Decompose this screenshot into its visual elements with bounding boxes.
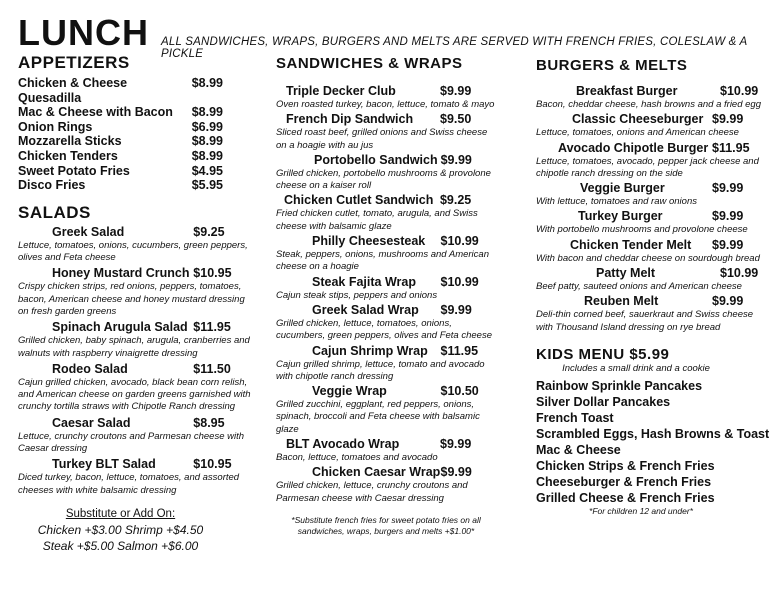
item-price: $9.99 bbox=[440, 152, 472, 167]
kids-age-note: *For children 12 and under* bbox=[589, 505, 693, 516]
item-description: Fried chicken cutlet, tomato, arugula, and Swiss cheese with balsamic glaze bbox=[276, 208, 478, 232]
appetizer-item bbox=[18, 178, 223, 193]
item-description: Cajun grilled chicken, avocado, black bean corn relish, and American cheese on garden greens garnished with crunchy tortilla straws with Chipotle Ranch dressing bbox=[18, 376, 251, 413]
salad-item bbox=[18, 457, 253, 497]
item-name: Spinach Arugula Salad bbox=[52, 320, 188, 335]
item-name: Patty Melt bbox=[596, 266, 656, 281]
item-description: Sliced roast beef, grilled onions and Swiss cheese on a hoagie with au jus bbox=[276, 127, 488, 151]
item-price: $4.95 bbox=[191, 163, 223, 178]
item-name: Portobello Sandwich bbox=[314, 152, 438, 167]
item-price: $11.95 bbox=[712, 140, 750, 155]
kids-item: Silver Dollar Pancakes bbox=[536, 394, 671, 409]
burger-item bbox=[536, 84, 772, 111]
item-price: $9.99 bbox=[440, 437, 472, 452]
substitute-box bbox=[18, 507, 223, 554]
fries-substitute-note: *Substitute french fries for sweet potato fries on all sandwiches, wraps, burgers and melts +$1.00* bbox=[291, 514, 481, 537]
item-price: $10.95 bbox=[193, 457, 232, 472]
item-description: Bacon, lettuce, tomatoes and avocado bbox=[276, 452, 438, 464]
item-price: $9.25 bbox=[439, 193, 472, 208]
item-name: Steak Fajita Wrap bbox=[312, 274, 416, 289]
item-name: Chicken & Cheese Quesadilla bbox=[18, 76, 128, 105]
item-name: Philly Cheesesteak bbox=[312, 234, 426, 249]
item-name: Avocado Chipotle Burger bbox=[558, 140, 709, 155]
item-name: Triple Decker Club bbox=[286, 84, 396, 98]
column-sandwiches bbox=[276, 55, 496, 538]
kids-item: French Toast bbox=[536, 410, 614, 425]
item-description: Lettuce, tomatoes, onions, cucumbers, green peppers, olives and Feta cheese bbox=[18, 239, 248, 264]
item-name: Reuben Melt bbox=[584, 294, 659, 309]
item-price: $8.95 bbox=[193, 415, 225, 430]
item-name: Mozzarella Sticks bbox=[18, 134, 122, 149]
item-price: $8.99 bbox=[191, 134, 223, 149]
section-title-kids: KIDS MENU $5.99 bbox=[536, 345, 670, 363]
burger-item bbox=[536, 294, 772, 334]
item-description: With portobello mushrooms and provolone cheese bbox=[536, 224, 748, 236]
item-name: Greek Salad bbox=[52, 224, 125, 239]
item-name: Onion Rings bbox=[18, 119, 93, 134]
kids-item: Cheeseburger & French Fries bbox=[536, 474, 712, 489]
appetizer-list bbox=[18, 76, 253, 193]
item-name: Disco Fries bbox=[18, 178, 86, 193]
sandwich-item bbox=[276, 193, 496, 233]
column-appetizers-salads bbox=[18, 53, 253, 554]
item-description: Lettuce, tomatoes, avocado, pepper jack cheese and chipotle ranch dressing on the side bbox=[536, 155, 759, 179]
item-description: Grilled chicken, portobello mushrooms & provolone cheese on a kaiser roll bbox=[276, 167, 491, 192]
item-price: $8.99 bbox=[191, 105, 223, 120]
item-name: Breakfast Burger bbox=[576, 84, 678, 98]
sandwich-item bbox=[276, 344, 496, 384]
item-price: $9.99 bbox=[440, 302, 472, 317]
item-price: $10.99 bbox=[720, 266, 759, 281]
appetizer-item bbox=[18, 164, 223, 179]
item-description: Deli-thin corned beef, sauerkraut and Swiss cheese with Thousand Island dressing on rye bread bbox=[536, 309, 754, 333]
kids-item: Scrambled Eggs, Hash Browns & Toast bbox=[536, 426, 770, 441]
item-price: $9.99 bbox=[712, 237, 744, 252]
item-name: Turkey BLT Salad bbox=[52, 457, 156, 472]
section-title-sandwiches: SANDWICHES & WRAPS bbox=[276, 55, 463, 72]
item-description: Cajun steak stips, peppers and onions bbox=[276, 289, 438, 301]
item-price: $10.50 bbox=[440, 384, 479, 399]
item-price: $9.99 bbox=[712, 112, 744, 127]
item-price: $6.99 bbox=[191, 119, 223, 134]
column-burgers-kids bbox=[536, 57, 772, 517]
item-name: Caesar Salad bbox=[52, 415, 131, 430]
burger-item bbox=[536, 112, 772, 139]
item-name: Rodeo Salad bbox=[52, 361, 128, 376]
item-price: $9.99 bbox=[712, 181, 744, 196]
item-price: $11.95 bbox=[440, 343, 479, 358]
item-price: $9.99 bbox=[440, 84, 472, 98]
item-price: $8.99 bbox=[191, 76, 223, 90]
kids-item: Chicken Strips & French Fries bbox=[536, 458, 715, 473]
burger-item bbox=[536, 181, 772, 208]
item-description: Grilled chicken, lettuce, tomatoes, onions, cucumbers, green peppers, olives and Feta cheese bbox=[276, 317, 492, 342]
item-name: Veggie Burger bbox=[580, 181, 665, 196]
section-title-appetizers: APPETIZERS bbox=[18, 53, 130, 72]
sandwich-item bbox=[276, 437, 496, 464]
item-name: French Dip Sandwich bbox=[286, 112, 414, 127]
kids-list bbox=[536, 378, 772, 506]
item-name: Cajun Shrimp Wrap bbox=[312, 343, 428, 358]
item-description: Oven roasted turkey, bacon, lettuce, tomato & mayo bbox=[276, 99, 495, 110]
kids-item: Rainbow Sprinkle Pancakes bbox=[536, 378, 703, 393]
item-price: $9.99 bbox=[712, 294, 744, 309]
substitute-title: Substitute or Add On: bbox=[65, 507, 176, 520]
appetizer-item bbox=[18, 120, 223, 135]
item-name: Mac & Cheese with Bacon bbox=[18, 105, 173, 120]
kids-item: Mac & Cheese bbox=[536, 442, 621, 457]
item-description: With lettuce, tomatoes and raw onions bbox=[536, 196, 697, 208]
item-name: Greek Salad Wrap bbox=[312, 302, 419, 317]
appetizer-item bbox=[18, 76, 223, 105]
salad-item bbox=[18, 416, 253, 456]
item-price: $9.99 bbox=[440, 465, 472, 480]
appetizer-item bbox=[18, 105, 223, 120]
item-description: Bacon, cheddar cheese, hash browns and a fried egg bbox=[536, 99, 761, 110]
item-price: $10.99 bbox=[440, 274, 479, 289]
item-description: Lettuce, tomatoes, onions and American cheese bbox=[536, 127, 739, 139]
item-name: BLT Avocado Wrap bbox=[286, 437, 400, 452]
item-price: $11.50 bbox=[193, 361, 231, 376]
item-name: Honey Mustard Crunch bbox=[52, 266, 190, 281]
salad-item bbox=[18, 225, 253, 265]
kids-item: Grilled Cheese & French Fries bbox=[536, 490, 715, 505]
item-name: Chicken Cutlet Sandwich bbox=[284, 193, 434, 208]
item-description: Grilled chicken, baby spinach, arugula, cranberries and walnuts with raspberry vinaigrette dressing bbox=[18, 335, 250, 359]
item-description: Cajun grilled shrimp, lettuce, tomato and avocado with chipotle ranch dressing bbox=[276, 358, 485, 382]
item-description: With bacon and cheddar cheese on sourdough bread bbox=[536, 252, 760, 264]
sandwich-item bbox=[276, 153, 496, 193]
item-price: $9.25 bbox=[193, 224, 225, 239]
item-price: $11.95 bbox=[193, 320, 231, 335]
header-subtitle: ALL SANDWICHES, WRAPS, BURGERS AND MELTS ARE SERVED WITH FRENCH FRIES, COLESLAW & A PICKLE bbox=[160, 36, 747, 60]
item-description: Grilled chicken, lettuce, crunchy croutons and Parmesan cheese with Caesar dressing bbox=[276, 480, 468, 504]
item-description: Lettuce, crunchy croutons and Parmesan cheese with Caesar dressing bbox=[18, 430, 245, 455]
substitute-line: Chicken +$3.00 Shrimp +$4.50 bbox=[37, 522, 204, 537]
item-name: Sweet Potato Fries bbox=[18, 163, 130, 178]
salad-item bbox=[18, 320, 253, 360]
burger-item bbox=[536, 141, 772, 181]
item-name: Turkey Burger bbox=[578, 209, 663, 224]
sandwich-item bbox=[276, 303, 496, 343]
sandwich-item bbox=[276, 84, 496, 111]
appetizer-item bbox=[18, 149, 223, 164]
item-price: $8.99 bbox=[191, 148, 223, 163]
appetizer-item bbox=[18, 134, 223, 149]
page-title: LUNCH bbox=[18, 12, 149, 53]
item-name: Veggie Wrap bbox=[312, 384, 387, 399]
item-price: $10.99 bbox=[440, 234, 479, 249]
item-description: Crispy chicken strips, red onions, peppers, tomatoes, bacon, American cheese and honey mustard dressing on fresh garden greens bbox=[18, 281, 245, 317]
sandwich-item bbox=[276, 234, 496, 274]
item-name: Classic Cheeseburger bbox=[572, 112, 704, 127]
item-name: Chicken Tender Melt bbox=[570, 237, 692, 252]
item-price: $9.50 bbox=[440, 112, 472, 127]
sandwich-item bbox=[276, 384, 496, 436]
item-description: Diced turkey, bacon, lettuce, tomatoes, and assorted cheeses with white balsamic dressing bbox=[18, 472, 240, 496]
burger-item bbox=[536, 266, 772, 293]
item-price: $5.95 bbox=[191, 178, 223, 193]
burger-item bbox=[536, 209, 772, 236]
item-description: Beef patty, sauteed onions and American cheese bbox=[536, 281, 742, 293]
kids-subtitle: Includes a small drink and a cookie bbox=[562, 362, 710, 374]
sandwich-item bbox=[276, 465, 496, 505]
item-name: Chicken Caesar Wrap bbox=[312, 465, 441, 480]
salad-item bbox=[18, 266, 253, 318]
substitute-line: Steak +$5.00 Salmon +$6.00 bbox=[42, 538, 199, 553]
item-price: $9.99 bbox=[712, 209, 744, 224]
salad-item bbox=[18, 362, 253, 414]
item-name: Chicken Tenders bbox=[18, 148, 118, 163]
item-price: $10.99 bbox=[720, 84, 759, 98]
item-description: Steak, peppers, onions, mushrooms and American cheese on a hoagie bbox=[276, 249, 489, 273]
sandwich-item bbox=[276, 275, 496, 302]
item-price: $10.95 bbox=[193, 266, 232, 281]
section-title-salads: SALADS bbox=[18, 202, 91, 222]
sandwich-item bbox=[276, 112, 496, 152]
section-title-burgers: BURGERS & MELTS bbox=[536, 57, 688, 74]
burger-item bbox=[536, 238, 772, 265]
item-description: Grilled zucchini, eggplant, red peppers, onions, spinach, broccoli and Feta cheese with balsamic glaze bbox=[276, 399, 480, 435]
